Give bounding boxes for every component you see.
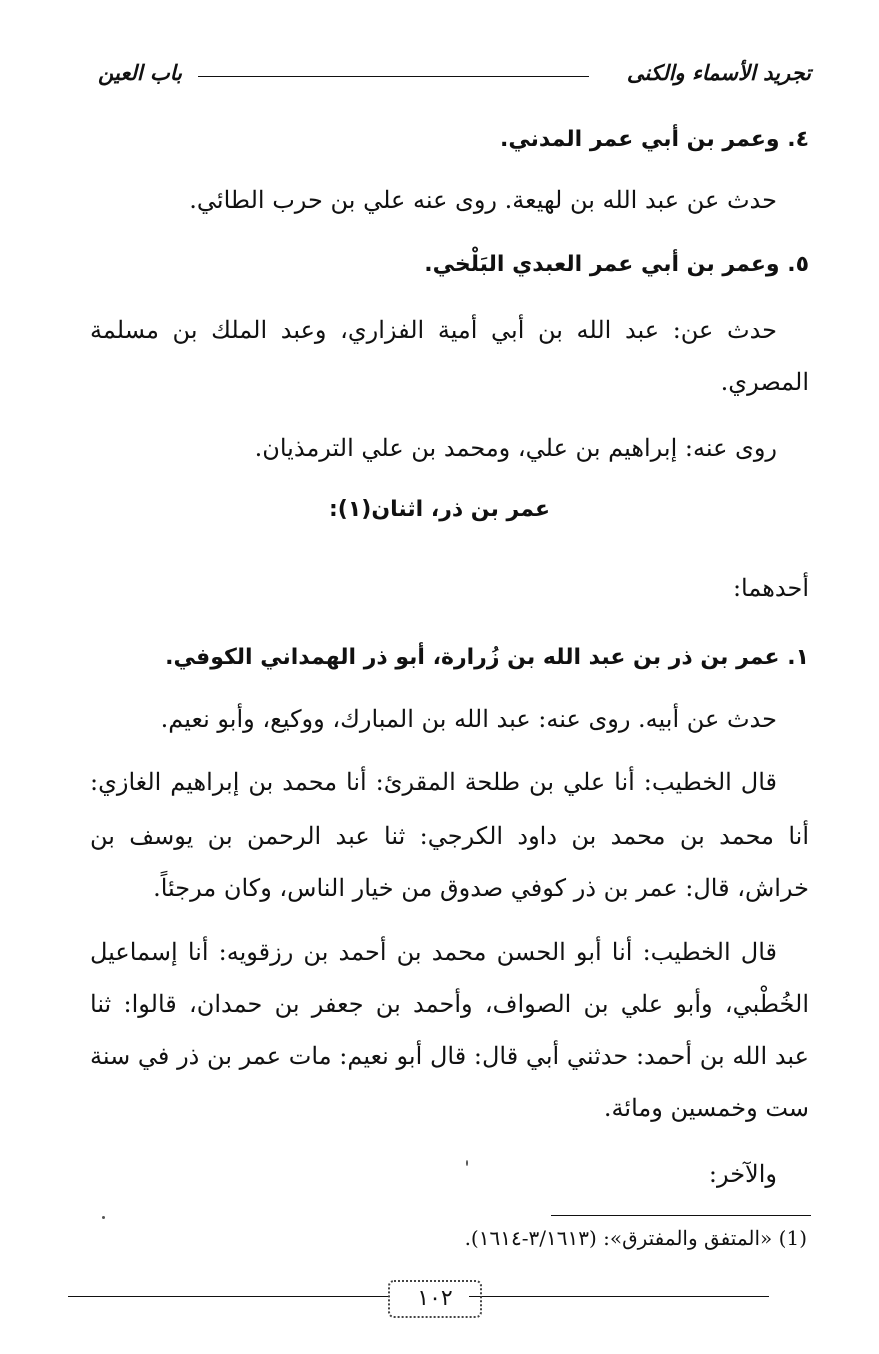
khatib-1-line1: قال الخطيب: أنا علي بن طلحة المقرئ: أنا محمد بن إبراهيم الغازي: [90, 768, 777, 796]
footnote: (1) «المتفق والمفترق»: (٣/١٦١٣-١٦١٤). [464, 1226, 807, 1250]
first-label: أحدهما: [732, 574, 809, 602]
entry-5-text-line1: حدث عن: عبد الله بن أبي أمية الفزاري، وعبد الملك بن مسلمة [90, 316, 777, 344]
entry-5-text-line2: المصري. [720, 368, 809, 396]
entry-1-text: حدث عن أبيه. روى عنه: عبد الله بن المبارك، ووكيع، وأبو نعيم. [160, 705, 777, 733]
footer-rule-right [469, 1296, 769, 1297]
footer-rule-left [68, 1296, 390, 1297]
khatib-2-line1: قال الخطيب: أنا أبو الحسن محمد بن أحمد بن رزقويه: أنا إسماعيل [90, 938, 777, 966]
entry-1-heading: ١. عمر بن ذر بن عبد الله بن زُرارة، أبو ذر الهمداني الكوفي. [165, 645, 809, 670]
footnote-separator [551, 1215, 811, 1216]
khatib-1-line3: خراش، قال: عمر بن ذر كوفي صدوق من خيار الناس، وكان مرجئاً. [153, 874, 809, 902]
group-heading: عمر بن ذر، اثنان(١): [329, 497, 550, 522]
running-header [98, 60, 811, 90]
scan-speck [466, 1160, 468, 1166]
khatib-2-line3: عبد الله بن أحمد: حدثني أبي قال: قال أبو نعيم: مات عمر بن ذر في سنة [90, 1042, 809, 1070]
header-rule [198, 76, 589, 77]
khatib-2-line4: ست وخمسين ومائة. [603, 1094, 809, 1122]
entry-4-text: حدث عن عبد الله بن لهيعة. روى عنه علي بن حرب الطائي. [189, 186, 777, 214]
book-title: تجريد الأسماء والكنى [626, 60, 811, 85]
khatib-2-line2: الخُطْبي، وأبو علي بن الصواف، وأحمد بن جعفر بن حمدان، قالوا: ثنا [90, 990, 810, 1018]
khatib-1-line2: أنا محمد بن محمد بن داود الكرجي: ثنا عبد الرحمن بن يوسف بن [90, 822, 809, 850]
entry-4-heading: ٤. وعمر بن أبي عمر المدني. [500, 127, 809, 152]
entry-5-narrators: روى عنه: إبراهيم بن علي، ومحمد بن علي الترمذيان. [254, 434, 777, 462]
scan-speck [102, 1216, 105, 1219]
page-number: ١٠٢ [388, 1280, 482, 1318]
other-label: والآخر: [708, 1160, 777, 1188]
entry-5-heading: ٥. وعمر بن أبي عمر العبدي البَلْخي. [424, 252, 809, 277]
section-title: باب العين [98, 60, 183, 85]
